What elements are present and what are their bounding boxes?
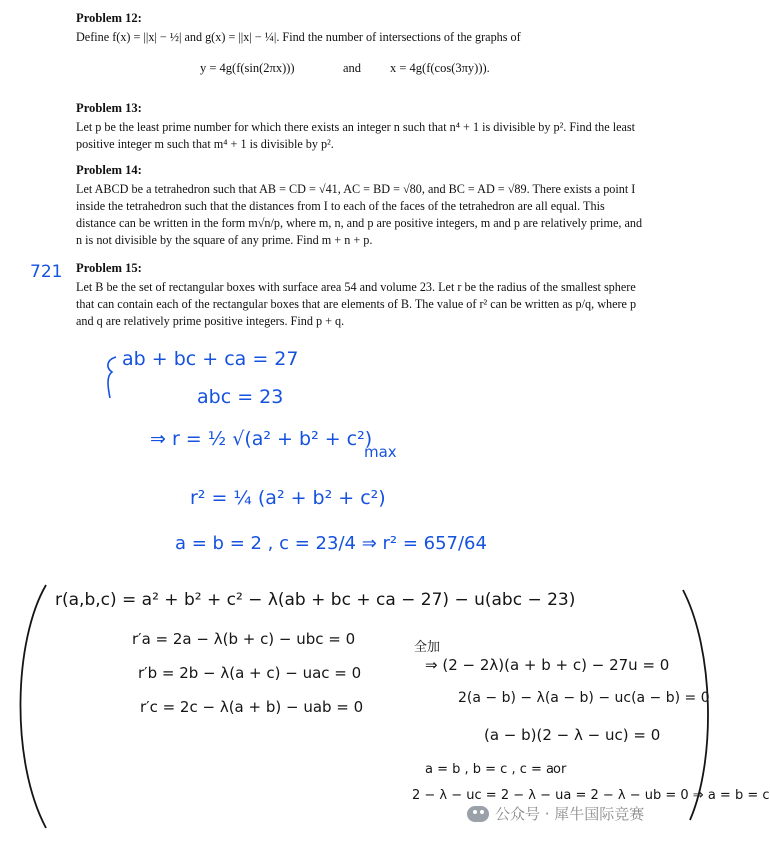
partial-a: r′a = 2a − λ(b + c) − ubc = 0	[132, 630, 356, 648]
problem-title: Problem 14:	[76, 163, 142, 177]
watermark	[467, 803, 644, 824]
problem-title: Problem 15:	[76, 261, 142, 275]
wechat-icon	[467, 806, 489, 822]
factored-equation: (a − b)(2 − λ − uc) = 0	[484, 726, 661, 744]
radius-formula: ⇒ r = ½ √(a² + b² + c²)	[150, 428, 373, 450]
problem-text: Let p be the least prime number for which there exists an integer n such that n⁴ + 1 is divisible by p². Find the least positive integer m such that m⁴ + 1 is divisible by p².	[76, 120, 636, 151]
lagrangian: r(a,b,c) = a² + b² + c² − λ(ab + bc + ca − 27) − u(abc − 23)	[55, 590, 576, 610]
partial-b: r′b = 2b − λ(a + c) − uac = 0	[138, 664, 362, 682]
problem-title: Problem 12:	[76, 11, 142, 25]
problem-title: Problem 13:	[76, 101, 142, 115]
case-equalities: a = b , b = c , c = a	[425, 762, 554, 777]
solution-line: a = b = 2 , c = 23/4 ⇒ r² = 657/64	[175, 533, 487, 554]
problem-text: Let B be the set of rectangular boxes with surface area 54 and volume 23. Let r be the radius of the smallest sphere that can contain each of the rectangular boxes that are elements of B. The value of r² can be written as p/q, where p and q are relatively prime positive integers. Find p + q.	[76, 280, 637, 328]
summed-equation: ⇒ (2 − 2λ)(a + b + c) − 27u = 0	[425, 656, 670, 674]
system-brace	[108, 357, 116, 398]
partial-c: r′c = 2c − λ(a + b) − uab = 0	[140, 698, 364, 716]
left-bracket	[20, 585, 46, 828]
problem-text: Let ABCD be a tetrahedron such that AB = CD = √41, AC = BD = √80, and BC = AD = √89. There exists a point I inside the tetrahedron such that the distances from I to each of the faces of the tetrahedron are all equal. This distance can be written in the form m√n/p, where m, n, and p are positive integers, m and p are relatively prime, and n is not divisible by the square of any prime. Find m + n + p.	[76, 182, 643, 247]
conclusion: 2 − λ − uc = 2 − λ − ua = 2 − λ − ub = 0 ⇒ a = b = c	[412, 788, 770, 803]
system-eq-2: abc = 23	[197, 386, 284, 408]
problem-text: Define f(x) = ||x| − ½| and g(x) = ||x| − ¼|. Find the number of intersections of the graphs of	[76, 30, 521, 44]
equation-right: x = 4g(f(cos(3πy))).	[390, 61, 490, 75]
margin-number-note: 721	[30, 262, 63, 282]
or-word: or	[553, 762, 567, 777]
equation-left: y = 4g(f(sin(2πx)))	[200, 61, 295, 75]
watermark-text: 公众号 · 犀牛国际竞赛	[495, 805, 645, 823]
max-label: max	[364, 443, 397, 461]
radius-squared-formula: r² = ¼ (a² + b² + c²)	[190, 487, 386, 509]
sum-note: 全加	[414, 640, 441, 655]
system-eq-1: ab + bc + ca = 27	[122, 348, 299, 370]
difference-equation: 2(a − b) − λ(a − b) − uc(a − b) = 0	[458, 690, 710, 706]
equation-and: and	[343, 61, 362, 75]
